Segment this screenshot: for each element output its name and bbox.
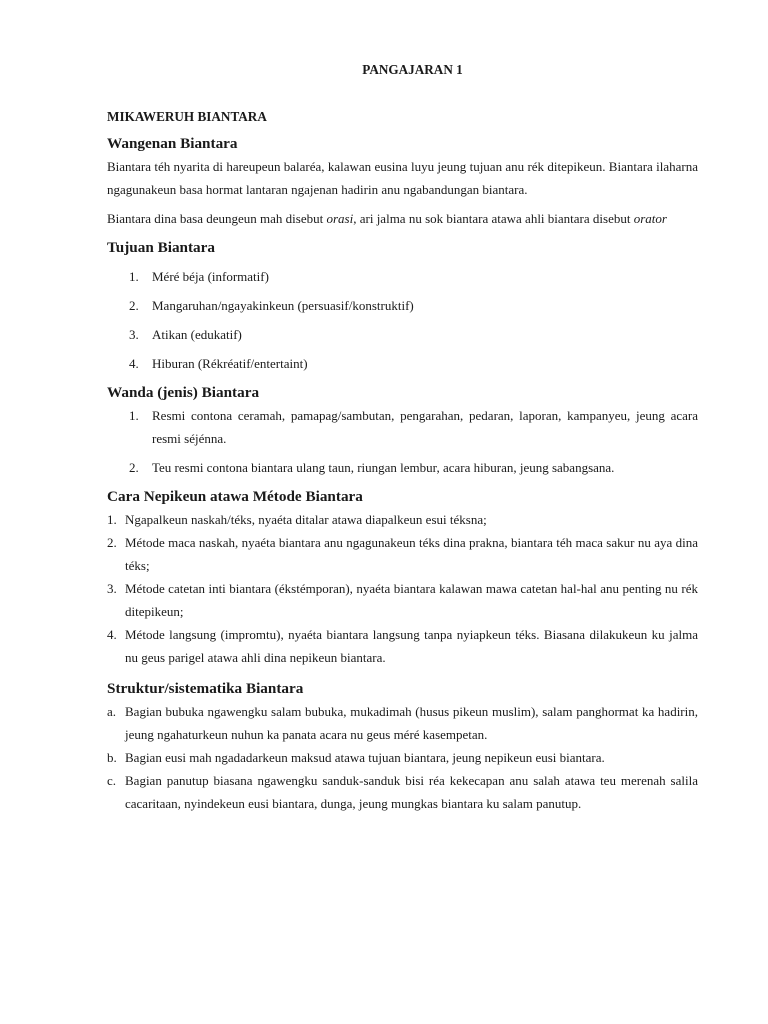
list-item <box>107 294 698 317</box>
list-marker: 4. <box>107 627 117 642</box>
term-orasi: orasi <box>326 211 354 226</box>
section-struktur-title: Struktur/sistematika Biantara <box>107 680 304 697</box>
list-item-text: Ngapalkeun naskah/téks, nyaéta ditalar atawa diapalkeun esui téksna; <box>125 512 487 527</box>
list-marker: 2. <box>107 535 117 550</box>
list-item <box>107 508 698 531</box>
struktur-list <box>107 700 698 815</box>
wanda-list <box>107 404 698 479</box>
list-item-text: Bagian eusi mah ngadadarkeun maksud atawa tujuan biantara, jeung nepikeun eusi biantara. <box>125 750 605 765</box>
list-marker: b. <box>107 750 117 765</box>
list-item <box>107 577 698 623</box>
list-item-text: Métode catetan inti biantara (ékstémporan), nyaéta biantara kalawan mawa catetan hal-hal anu penting nu rék ditepikeun; <box>125 581 698 619</box>
list-marker: 2. <box>129 460 139 475</box>
list-item-text: Bagian bubuka ngawengku salam bubuka, mukadimah (husus pikeun muslim), salam panghormat ka hadirin, jeung ngahaturkeun nuhun ka panata acara nu geus méré kasempetan. <box>125 704 698 742</box>
list-item <box>107 769 698 815</box>
wangenan-paragraph-2 <box>107 207 698 230</box>
paragraph-text: , ari jalma nu sok biantara atawa ahli biantara disebut <box>353 211 634 226</box>
list-item <box>107 265 698 288</box>
list-marker: 1. <box>129 269 139 284</box>
main-heading: MIKAWERUH BIANTARA <box>107 109 267 124</box>
list-item <box>107 531 698 577</box>
list-item <box>107 700 698 746</box>
list-item-text: Teu resmi contona biantara ulang taun, riungan lembur, acara hiburan, jeung sabangsana. <box>152 460 615 475</box>
list-item <box>107 323 698 346</box>
list-item-text: Méré béja (informatif) <box>152 269 269 284</box>
document-content <box>107 58 698 815</box>
list-marker: c. <box>107 773 117 788</box>
wangenan-paragraph-1: Biantara téh nyarita di hareupeun balaréa, kalawan eusina luyu jeung tujuan anu rék ditepikeun. Biantara ilaharna ngagunakeun basa hormat lantaran ngajenan hadirin anu ngabandungan biantara. <box>107 159 698 197</box>
list-item-text: Mangaruhan/ngayakinkeun (persuasif/konstruktif) <box>152 298 414 313</box>
list-item-text: Resmi contona ceramah, pamapag/sambutan, pengarahan, pedaran, laporan, kampanyeu, jeung acara resmi séjénna. <box>152 408 698 446</box>
term-orator: orator <box>633 211 667 226</box>
list-item <box>107 623 698 669</box>
list-item <box>107 404 698 450</box>
list-marker: 1. <box>107 512 117 527</box>
section-wanda-title: Wanda (jenis) Biantara <box>107 384 260 401</box>
list-item-text: Hiburan (Rékréatif/entertaint) <box>152 356 308 371</box>
tujuan-list <box>107 265 698 375</box>
section-tujuan-title: Tujuan Biantara <box>107 239 216 256</box>
list-item-text: Métode langsung (impromtu), nyaéta biantara langsung tanpa nyiapkeun téks. Biasana dilakukeun ku jalma nu geus parigel atawa ahli dina nepikeun biantara. <box>125 627 698 665</box>
list-marker: 1. <box>129 408 139 423</box>
list-marker: a. <box>107 704 117 719</box>
list-item-text: Bagian panutup biasana ngawengku sanduk-sanduk bisi réa kekecapan anu salah atawa teu merenah salila cacaritaan, nyindekeun eusi biantara, dunga, jeung mungkas biantara ku salam panutup. <box>125 773 698 811</box>
cara-list <box>107 508 698 669</box>
list-item-text: Métode maca naskah, nyaéta biantara anu ngagunakeun téks dina prakna, biantara téh maca sakur nu aya dina téks; <box>125 535 698 573</box>
list-marker: 2. <box>129 298 139 313</box>
list-marker: 3. <box>129 327 139 342</box>
list-item-text: Atikan (edukatif) <box>152 327 242 342</box>
section-wangenan-title: Wangenan Biantara <box>107 135 238 152</box>
section-cara-title: Cara Nepikeun atawa Métode Biantara <box>107 488 363 505</box>
list-marker: 4. <box>129 356 139 371</box>
list-item <box>107 352 698 375</box>
paragraph-text: Biantara dina basa deungeun mah disebut <box>107 211 327 226</box>
list-item <box>107 456 698 479</box>
list-marker: 3. <box>107 581 117 596</box>
page-title: PANGAJARAN 1 <box>362 62 463 77</box>
list-item <box>107 746 698 769</box>
